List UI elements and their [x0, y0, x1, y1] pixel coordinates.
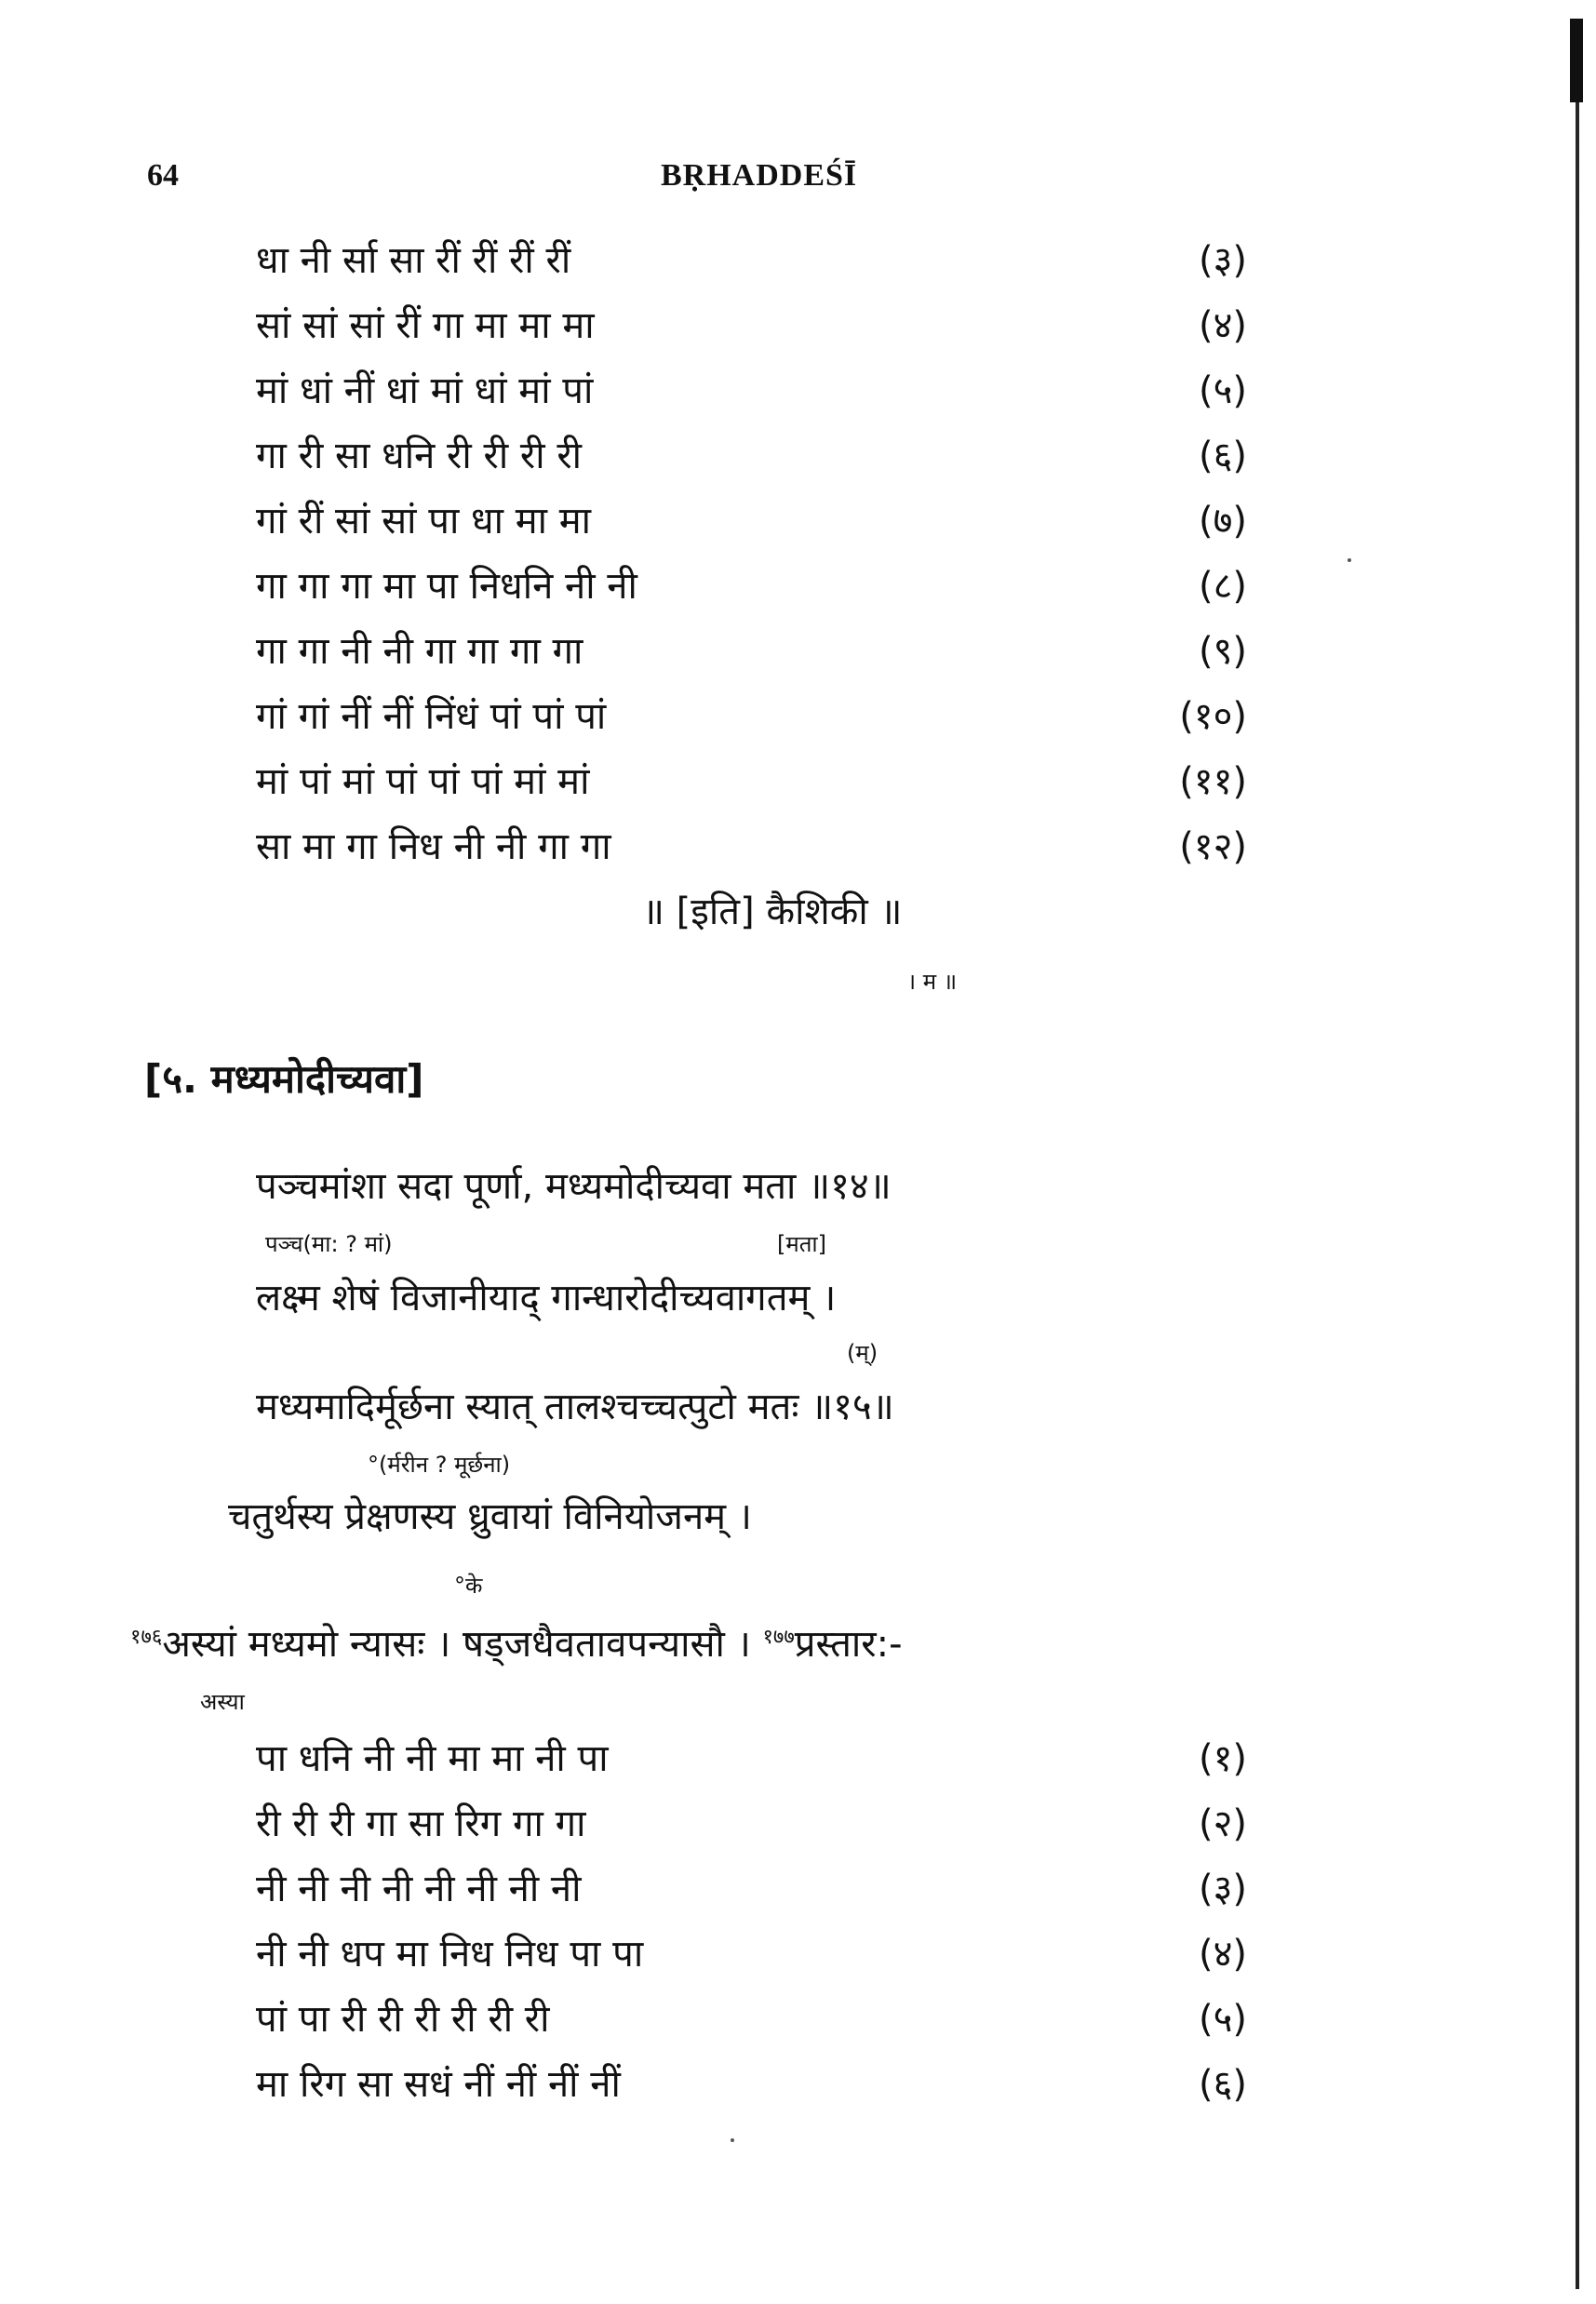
line-number: (४) [1198, 1933, 1247, 1976]
line-number: (१२) [1179, 825, 1247, 868]
verse-line: पञ्चमांशा सदा पूर्णा, मध्यमोदीच्यवा मता ॥१४॥ [256, 1165, 892, 1208]
verse-line: मध्यमादिर्मूर्छना स्यात् तालश्चच्चत्पुटो मतः ॥१५॥ [256, 1386, 894, 1428]
notation-line: गां रीं सां सां पा धा मा मा [256, 500, 592, 543]
line-number: (६) [1198, 435, 1247, 477]
variant-note: अस्या [200, 1689, 245, 1715]
prose-text: प्रस्तार:- [794, 1623, 903, 1666]
line-number: (३) [1198, 1868, 1247, 1910]
page-edge [1576, 19, 1579, 2289]
line-number: (८) [1198, 565, 1247, 608]
variant-note: °के [454, 1573, 483, 1599]
footnote-ref: १७७ [762, 1626, 795, 1649]
colophon-note: । म ॥ [907, 969, 958, 995]
line-number: (७) [1198, 500, 1247, 543]
notation-line: धा नी र्सा सा रीं रीं रीं रीं [256, 239, 571, 282]
notation-line: सां सां सां रीं गा मा मा मा [256, 304, 595, 347]
notation-line: मा रिग सा सधं नीं नीं नीं नीं [256, 2063, 621, 2106]
prose-line [130, 1616, 903, 1668]
notation-line: गा गा नी नी गा गा गा गा [256, 630, 583, 673]
colophon: ॥ [इति] कैशिकी ॥ [642, 891, 903, 933]
notation-line: गां गां नीं नीं निंधं पां पां पां [256, 695, 607, 738]
notation-line: पां पा री री री री री री [256, 1998, 550, 2041]
running-head: BṚHADDEŚĪ [661, 158, 858, 193]
page-edge-mark [1570, 19, 1583, 102]
verse-line: चतुर्थस्य प्रेक्षणस्य ध्रुवायां विनियोजनम् । [228, 1495, 752, 1538]
line-number: (४) [1198, 304, 1247, 347]
notation-line: पा धनि नी नी मा मा नी पा [256, 1737, 609, 1780]
notation-line: गा री सा धनि री री री री [256, 435, 583, 477]
notation-line: मां धां नीं धां मां धां मां पां [256, 369, 594, 412]
verse-line: लक्ष्म शेषं विजानीयाद् गान्धारोदीच्यवागतम् । [256, 1277, 837, 1319]
notation-line: गा गा गा मा पा निधनि नी नी [256, 565, 637, 608]
variant-note: पञ्च(मा: ? मां) [265, 1231, 393, 1257]
notation-line: सा मा गा निध नी नी गा गा [256, 825, 611, 868]
scan-speck [731, 2138, 734, 2142]
footnote-ref: १७६ [130, 1626, 163, 1649]
line-number: (२) [1198, 1802, 1247, 1845]
notation-line: री री री गा सा रिग गा गा [256, 1802, 586, 1845]
notation-line: नी नी धप मा निध निध पा पा [256, 1933, 644, 1976]
notation-line: मां पां मां पां पां पां मां मां [256, 760, 590, 803]
variant-note: (म्) [847, 1340, 878, 1366]
line-number: (६) [1198, 2063, 1247, 2106]
line-number: (११) [1179, 760, 1247, 803]
section-heading: [५. मध्यमोदीच्यवा] [144, 1056, 424, 1102]
line-number: (९) [1198, 630, 1247, 673]
line-number: (५) [1198, 369, 1247, 412]
scan-speck [1348, 558, 1351, 562]
prose-text: अस्यां मध्यमो न्यासः । षड्जधैवतावपन्यासौ । [162, 1623, 763, 1666]
line-number: (५) [1198, 1998, 1247, 2041]
variant-note: [मता] [777, 1231, 826, 1257]
line-number: (३) [1198, 239, 1247, 282]
variant-note: °(र्मरीन ? मूर्छना) [368, 1452, 511, 1478]
line-number: (१०) [1179, 695, 1247, 738]
notation-line: नी नी नी नी नी नी नी नी [256, 1868, 582, 1910]
page-number: 64 [147, 158, 179, 193]
line-number: (१) [1198, 1737, 1247, 1780]
